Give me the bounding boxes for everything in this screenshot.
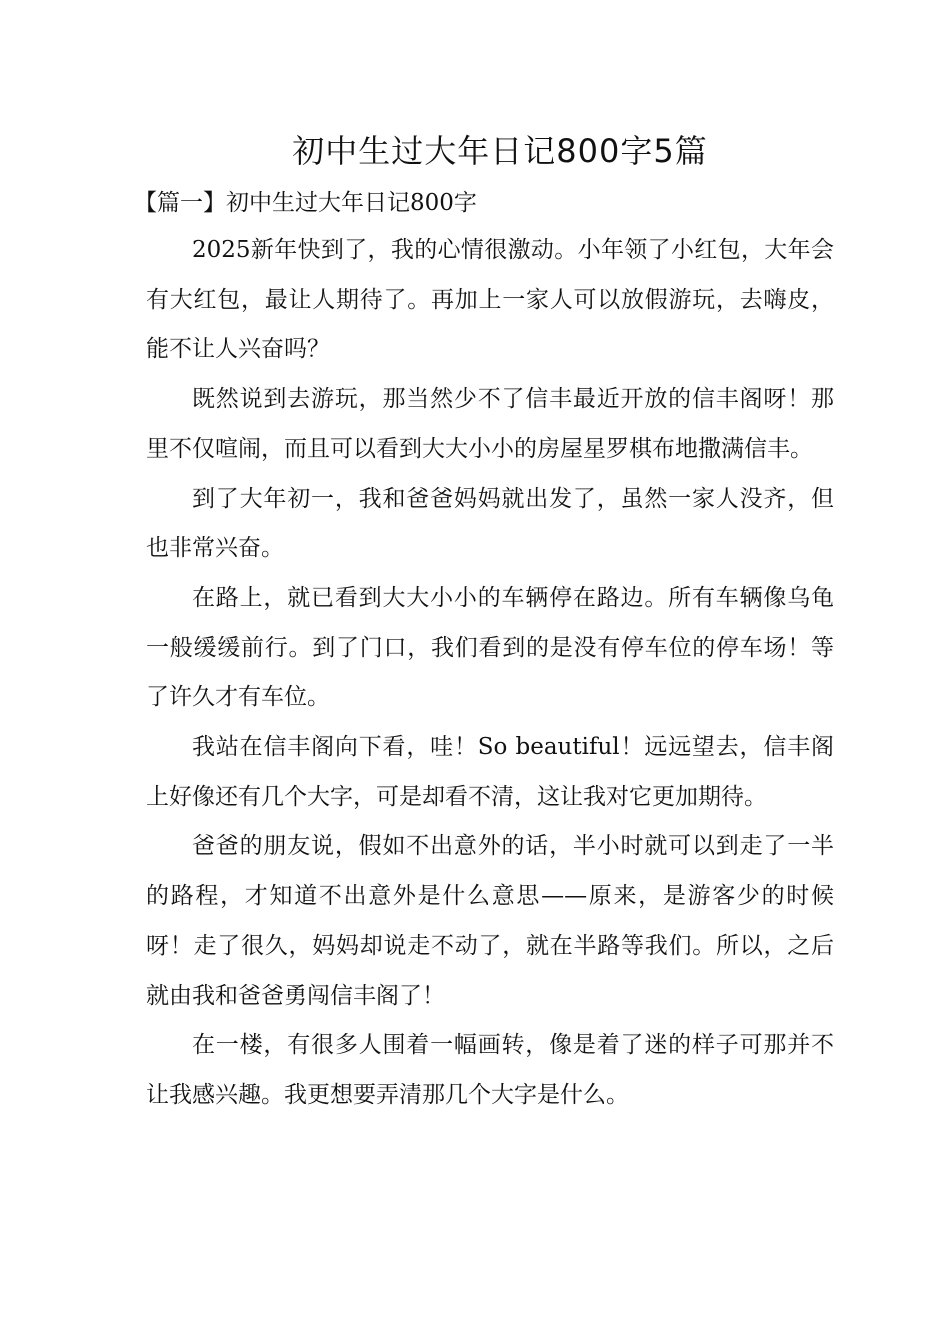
paragraph-7: 在一楼，有很多人围着一幅画转，像是着了迷的样子可那并不让我感兴趣。我更想要弄清那几个大字是什么。 [146, 1032, 834, 1108]
paragraph-5: 我站在信丰阁向下看，哇！So beautiful！远远望去，信丰阁上好像还有几个大字，可是却看不清，这让我对它更加期待。 [146, 734, 834, 810]
paragraph-2: 既然说到去游玩，那当然少不了信丰最近开放的信丰阁呀！那里不仅喧闹，而且可以看到大大小小的房屋星罗棋布地撒满信丰。 [146, 386, 834, 462]
section-heading: 【篇一】初中生过大年日记800字 [134, 190, 477, 216]
paragraph-1: 2025新年快到了，我的心情很激动。小年领了小红包，大年会有大红包，最让人期待了。再加上一家人可以放假游玩，去嗨皮，能不让人兴奋吗？ [146, 237, 834, 363]
article-body [146, 226, 834, 1121]
paragraph-4: 在路上，就已看到大大小小的车辆停在路边。所有车辆像乌龟一般缓缓前行。到了门口，我们看到的是没有停车位的停车场！等了许久才有车位。 [146, 584, 834, 711]
page-title: 初中生过大年日记800字5篇 [292, 132, 708, 170]
paragraph-6: 爸爸的朋友说，假如不出意外的话，半小时就可以到走了一半的路程，才知道不出意外是什么意思——原来，是游客少的时候呀！走了很久，妈妈却说走不动了，就在半路等我们。所以，之后就由我和爸爸勇闯信丰阁了！ [146, 833, 834, 1009]
paragraph-3: 到了大年初一，我和爸爸妈妈就出发了，虽然一家人没齐，但也非常兴奋。 [146, 485, 834, 562]
